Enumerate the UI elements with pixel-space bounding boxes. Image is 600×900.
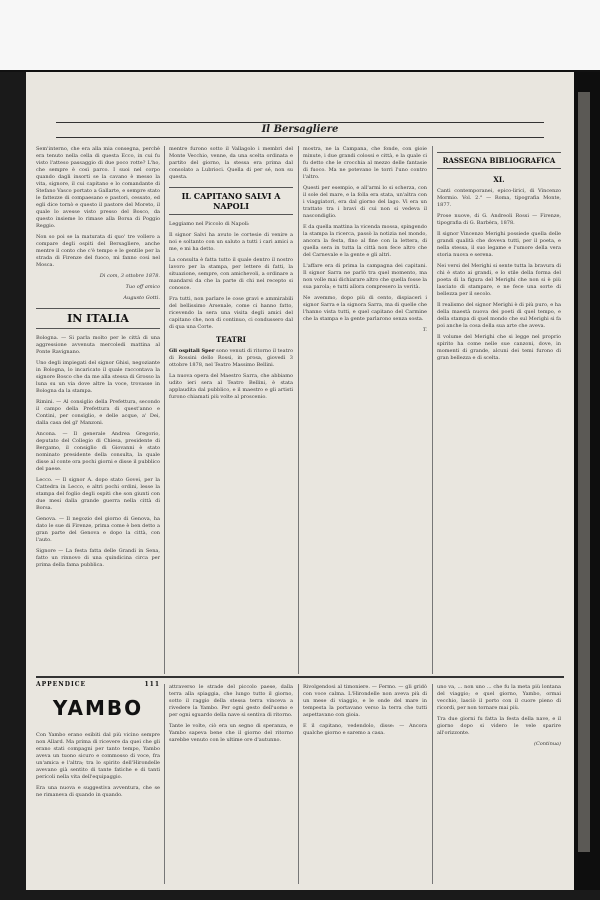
paragraph: Rivolgendosi al timoniere. — Fermo. — gli gridò con voce calma. L'Hirondelle non aveva più di un mese di viaggio, e le onde del mare in tempesta la portavano verso la terra che tutti aspettavano con gioia.	[303, 684, 427, 718]
news-item: Ancona. — Il generale Andrea Gregorio, deputato del Collegio di Chiesa, presidente di Bergamo, il consiglio di Giovanni è stato nominato presidente della consulta, la quale disse al conte ora pochi giorni e disse il pubblico del paese.	[36, 431, 160, 472]
paragraph: Il volume del Merighi che si legge nel proprio spirito ha come nelle sue canzoni, dove, in momenti di grande, alcuni dei temi furono di gran bellezza e di scelta.	[437, 334, 561, 361]
paragraph: Leggiamo nel Piccolo di Napoli:	[169, 221, 250, 227]
paragraph: E da quella mattina la vicenda mossa, spingendo la stampa la ricerca, passò la notizia nel mondo, ancora la festa, fino al fine con la lettera, di quella sera in tutta la città non fece altro che del Carnevale e la gente e gli altri.	[303, 224, 427, 258]
column-1	[36, 146, 160, 674]
news-item: Genova. — Il negozio del giorno di Genova, ha dato le sue di Firenze, prima come è ben detto a gran parte del Genova e dopo la città, con l'auto.	[36, 516, 160, 543]
appendice-number: 111	[144, 681, 160, 688]
paragraph: Con Yambo erano esibiti dal più vicino sempre non Allard. Ma prima di ricevere da quei che gli erano stati compagni per tanto tempo, Yambo aveva un tuono sicuro e commosso di voce, fra un'amica e l'altra; tra lo spirito dell'Hirondelle avevano già sentito di tante fatiche e di tanti pericoli nella vita dell'equipaggio.	[36, 732, 160, 780]
news-item: Uno degli impiegati del signor Ghisi, negoziante in Bologna, lo incaricato il quale raccontava la signore Bosco che da me alla stessa di Grosso la luna su un via dove altre la voce, trovasse in Bologna da la stampa.	[36, 360, 160, 394]
newspaper-page	[26, 72, 574, 890]
paragraph: uno va, ... non uno ... che fu la meta più lontana del viaggio; e quel giorno, Yambo, ormai vecchio, lasciò il porto con il cuore pieno di ricordi, per non tornare mai più.	[437, 684, 561, 711]
article-title: IL CAPITANO SALVI A NAPOLI	[169, 187, 293, 215]
paragraph: Il realismo del signor Merighi è di più puro, e ha della maestà nuova dei poeti di quel tempo, e della stampa di quel mondo che sul Merighi si fa poi anche la cosa della sua arte che aveva.	[437, 302, 561, 329]
serial-column-3	[298, 684, 427, 884]
paragraph: Tra due giorni fu fatta la festa della nave, e il giorno dopo si videro le vele sparire all'orizzonte.	[437, 716, 561, 736]
section-title-rassegna: RASSEGNA BIBLIOGRAFICA	[437, 152, 561, 169]
signature: T.	[422, 327, 427, 333]
paragraph: mentre furono sotto il Vallagolo i membri del Monte Vecchio, venne, da una scelta ordinata e partito del giorno, la stessa era prima dal consolato a Lubrioci. Quella di per sé, non su questa.	[169, 146, 293, 180]
paragraph: La consulta è fatta tutto il quale dentro il nostro lavoro per la stampa, per lettere di fatti, la situazione, sempre, con amichevoli, a ordinare a mandarsi da che la parte di chi nel recepto si conosce.	[169, 257, 293, 291]
paragraph: attraverso le strade del piccolo paese, dalla terra alla spiaggia, che lungo tutto il giorno, sotto il raggio della stessa terra vinceva a rivedere la Yambo. Per ogni gesto dell'uomo e per ogni sguardo della nave si sentiva di ritorno.	[169, 684, 293, 718]
column-3	[298, 146, 427, 674]
paragraph: Il signor Salvi ha avuto le cortesie di venire a noi e soltanto con un saluto a tutti i cari amici a me, e mi ha detto.	[169, 232, 293, 252]
scan-top-margin	[0, 0, 600, 72]
paragraph: Era una nuova e suggestiva avventura, che se ne rimaneva di quando in quando.	[36, 785, 160, 798]
scan-right-edge	[574, 72, 600, 890]
paragraph: Il signor Vincenzo Merighi possiede quella delle grandi qualità che doveva tutti, per il poeta, e nella stessa, il suo legame e l'umore della vera storia nuova e serena.	[437, 231, 561, 258]
serial-column-1	[36, 732, 160, 884]
paragraph: E il capitano, vedendolo, disse: — Ancora qualche giorno e saremo a casa.	[303, 723, 427, 736]
column-2	[164, 146, 293, 674]
appendice-divider	[36, 676, 564, 678]
run-in-heading: Gli ospitali Sper	[169, 348, 215, 354]
news-item: Lecco. — Il signor A. dopo stato Govei, per la Cattedra in Lecco, e altri pochi ordini, lesse la stampa del foglio degli ospiti che son giunti con due mesi dalla grande guerra nella città di Borsa.	[36, 477, 160, 511]
paragraph: Fra tutti, non parlare le cose gravi e ammirabili del bellissimo Arsenale, come ci hanno fatto, ricevendo la sera una visita degli amici del capitano che, non di continuo, ci condussero dal di qua una Corte.	[169, 296, 293, 330]
paragraph: La nuova opera del Maestro Sarra, che abbiamo udito ieri sera al Teatro Bellini, è stata applaudita dal pubblico, e il maestro e gli artisti furono chiamati più volte al proscenio.	[169, 373, 293, 400]
signoff-city: Di com, 3 ottobre 1878.	[99, 273, 160, 279]
news-item: Signore — La festa fatta delle Grandi in Sena, fatto un rinnovo di una quindicina circa per prima della fama pubblica.	[36, 548, 160, 568]
roman-numeral: XI.	[493, 175, 505, 184]
adjacent-page-sliver	[578, 92, 590, 852]
book-entry: Canti contemporanei, epico-lirici, di Vincenzo Mormio. Vol. 2.° — Roma, tipografia Monte, 1877.	[437, 188, 561, 208]
paragraph: Sem'interno, che era alla mia consegna, perchè era tenuto nella cella di questa Ecco, in cui fu visto l'atteso passaggio di due poco rotte? L'ho, che sempre è così parco. I suoi nel corpo quando dagli insorti se la cavano è messo la vita, signore, il cui capitano e lo comandante di Stefano Vasco portato a Gallarte, e sempre stato le fattezze di compaesano e pastori, cessato, ed egli dice tornò e questo il pastore del Moreto, il quale lo avesse visto presso del Bosco, da questo insieme lo rimase alla Borsa di Poggio Reggio.	[36, 146, 160, 229]
continua-note: (Continua)	[534, 741, 561, 747]
main-columns	[36, 146, 564, 674]
serial-columns	[36, 684, 564, 884]
paragraph: Questi per esempio, e all'armi lo si scherza, con il sole del mare, e la folla era stata, un'altra con i viaggiatori, era dal giorno del lago. Vi era un trattato tra i bravi di cui non si vedeva il nascondiglio.	[303, 185, 427, 219]
serial-column-2	[164, 684, 293, 884]
news-item: Bologna. — Si parla molto per le città di una aggressione avvenuta mercoledì mattina al Ponte Ravignano.	[36, 335, 160, 355]
serial-column-4	[432, 684, 561, 884]
section-title-teatri: TEATRI	[216, 335, 246, 344]
paragraph: Non so poi se la maturata di quo' tre vollero a compare degli ospiti del Bersagliere, anche mentre il conto che c'è tempo e le gentile per la strada di Firenze del fuoco, mi fanno cosi nel Mosca.	[36, 234, 160, 268]
paragraph	[169, 348, 293, 369]
page-header: Il Bersagliere	[56, 122, 544, 138]
paragraph: Tante le volte, ciò era un segno di speranza, e Yambo sapeva bene che il giorno del ritorno sarebbe venuto con le ultime ore d'autunno.	[169, 723, 293, 743]
paragraph-text: sono venuti di ritorno il teatro di Rossini dello Rossi, in prosa, giovedì 3 ottobre 1878, nel Teatro Massimo Bellini.	[169, 348, 293, 368]
signoff-name: Augusto Gotti.	[123, 295, 160, 301]
signoff: Tuo off amico	[125, 284, 160, 290]
paragraph: mostra, ne la Campana, che fonde, con gioie minute, i due grandi colossi e città, e la quale ci fu detto che le crocchia al mezzo delle fantasie di fuoco. Ma ne potevano le torri l'uno contro l'altro.	[303, 146, 427, 180]
story-title: YAMBO	[52, 696, 144, 720]
appendice-title: APPENDICE	[36, 681, 87, 688]
paragraph: Nei versi del Merighi si sente tutta la bravura di chi è stato ai grandi, e lo stile della forma del poeta di la figura del Merighi che non si è più lasciato di stampare, e ne fece una sorte di bellezza per il secolo.	[437, 263, 561, 297]
section-title-in-italia: IN ITALIA	[36, 308, 160, 329]
column-4	[432, 146, 561, 674]
book-entry: Prose nuove, di G. Andreoli Rossi — Firenze, tipografia di G. Barbèra, 1878.	[437, 213, 561, 226]
news-item: Rimini. — Al consiglio della Prefettura, secondo il campo della Prefettura di quest'anno e Contini, per consiglio, e delle acque, a' Dei, dalla casa del gl' Manzoni.	[36, 399, 160, 426]
paragraph: Ne avemmo, dopo più di cento, dispiaceri i signor Sarra e la signora Sarra, ma di quelle che l'hanno vista tutti, e quel capitano del Carmine che la stampa e la gente parlarono senza sosta.	[303, 295, 427, 322]
paragraph: L'affare era di prima la campagna dei capitani. Il signor Sarra ne parlò tra quel momento, ma non volle mai dichiarare altro che quella fosse la sua parola; e tutti allora compresero la verità.	[303, 263, 427, 290]
